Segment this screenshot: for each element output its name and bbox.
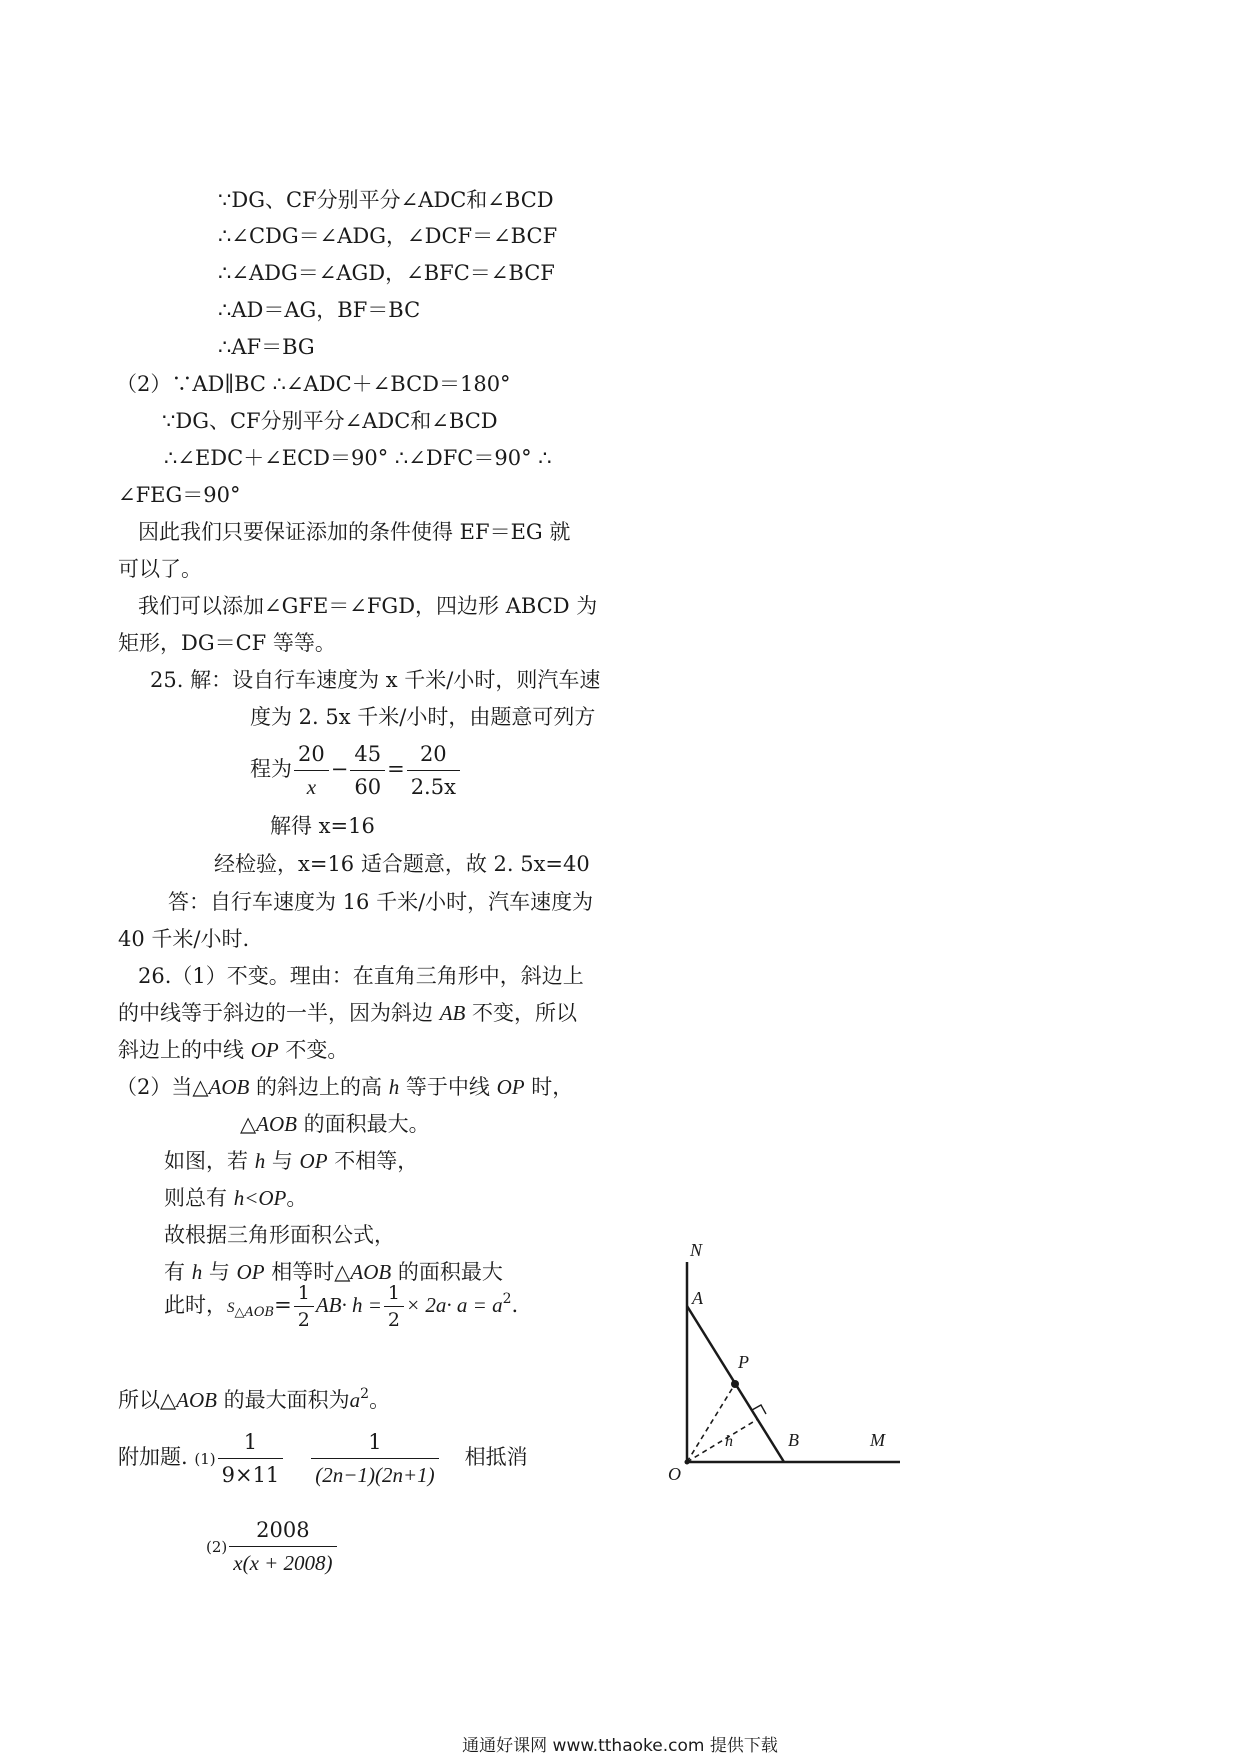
part2-line-3: ∴∠EDC＋∠ECD＝90° ∴∠DFC＝90° ∴: [164, 446, 552, 470]
part2-line-6: 可以了。: [118, 557, 202, 581]
q25-line-1: 25. 解：设自行车速度为 x 千米/小时，则汽车速: [150, 668, 601, 692]
fraction-numerator: 1: [294, 1282, 314, 1307]
text: 的面积最大: [391, 1260, 503, 1284]
math-op: OP: [299, 1149, 328, 1173]
fraction-numerator: 20: [407, 740, 460, 771]
fraction-one-half: [384, 1282, 404, 1331]
label-m: M: [870, 1430, 885, 1450]
math-aob: AOB: [350, 1260, 392, 1284]
text: 与: [265, 1149, 300, 1173]
text: 如图，若: [164, 1149, 255, 1173]
fraction-1-over-9x11: [218, 1428, 284, 1489]
q26-line-1: 26.（1）不变。理由：在直角三角形中，斜边上: [138, 964, 584, 988]
q25-line-4: 解得 x=16: [270, 814, 375, 838]
q25-line-6: 答：自行车速度为 16 千米/小时，汽车速度为: [168, 890, 594, 914]
q26-line-2: [118, 999, 577, 1027]
fraction-numerator: 20: [294, 740, 329, 771]
fraction-20-over-2.5x: [407, 740, 460, 801]
math-a: a: [349, 1388, 361, 1412]
fraction-numerator: 1: [218, 1428, 284, 1459]
text: 等于中线: [399, 1075, 497, 1099]
proof-line-4: ∴AD＝AG，BF＝BC: [218, 298, 421, 322]
text: （2）当△: [116, 1075, 209, 1099]
equals-sign: =: [387, 757, 405, 781]
label-b: B: [788, 1430, 799, 1450]
math-h: h: [191, 1260, 203, 1284]
part2-line-5: 因此我们只要保证添加的条件使得 EF＝EG 就: [138, 520, 571, 544]
text: 所以△: [118, 1388, 177, 1412]
proof-line-2: ∴∠CDG＝∠ADG，∠DCF＝∠BCF: [218, 224, 558, 248]
text: 与: [202, 1260, 237, 1284]
part-number: (1): [194, 1450, 216, 1468]
math-s: S: [227, 1300, 235, 1316]
text: 则总有: [164, 1186, 234, 1210]
extra-question-line-1: [118, 1428, 528, 1489]
fraction-denominator: 2.5x: [410, 775, 456, 799]
text: 时，: [524, 1075, 574, 1099]
fraction-denominator: x: [306, 775, 317, 799]
text: 。: [286, 1186, 308, 1210]
fraction-denominator: 9×11: [221, 1463, 280, 1487]
text: 附加题.: [118, 1445, 195, 1469]
part2-line-1: （2）∵AD∥BC ∴∠ADC＋∠BCD＝180°: [116, 372, 511, 396]
q26-area-formula: [164, 1282, 518, 1331]
math-h: h: [388, 1075, 400, 1099]
text: 的斜边上的高: [249, 1075, 389, 1099]
fraction-numerator: 1: [311, 1428, 438, 1459]
label-p: P: [738, 1352, 749, 1372]
text: 的最大面积为: [216, 1388, 350, 1412]
label-n: N: [690, 1240, 703, 1260]
math-op: OP: [496, 1075, 525, 1099]
equation-prefix: 程为: [250, 757, 292, 781]
fraction-denominator: 2: [387, 1309, 400, 1331]
equals-sign: =: [274, 1293, 292, 1317]
label-h: h: [725, 1433, 733, 1450]
part2-line-4: ∠FEG＝90°: [118, 483, 241, 507]
fraction-numerator: 45: [350, 740, 385, 771]
text: 相等时△: [264, 1260, 351, 1284]
text: 。: [369, 1388, 391, 1412]
label-o: O: [668, 1464, 681, 1484]
q26-line-8: 故根据三角形面积公式，: [164, 1223, 395, 1247]
math-text: AB· h =: [315, 1293, 382, 1317]
fraction-numerator: 2008: [229, 1516, 336, 1547]
math-aob: AOB: [256, 1112, 297, 1136]
minus-sign: −: [330, 757, 349, 781]
superscript: 2: [502, 1291, 512, 1307]
fraction-denominator: (2n−1)(2n+1): [315, 1463, 435, 1487]
page-footer: 通通好课网 www.tthaoke.com 提供下载: [462, 1736, 778, 1756]
point-o: [685, 1460, 690, 1465]
text: △: [240, 1112, 257, 1136]
part2-line-2: ∵DG、CF分别平分∠ADC和∠BCD: [162, 409, 498, 433]
q25-line-5: 经检验，x=16 适合题意，故 2. 5x=40: [214, 852, 590, 876]
fraction-denominator: 60: [354, 775, 382, 799]
q25-equation: [250, 740, 462, 801]
text: 不相等，: [327, 1149, 419, 1173]
altitude-h: [687, 1419, 758, 1462]
math-op: OP: [250, 1038, 279, 1062]
part2-line-8: 矩形，DG＝CF 等等。: [118, 631, 336, 655]
fraction-denominator: 2: [297, 1309, 310, 1331]
text: 不变，所以: [465, 1001, 578, 1025]
text: 有: [164, 1260, 192, 1284]
q26-line-5: [240, 1110, 430, 1138]
math-op: OP: [236, 1260, 265, 1284]
q25-line-7: 40 千米/小时.: [118, 927, 250, 951]
fraction-2008: [229, 1516, 336, 1577]
math-aob: AOB: [208, 1075, 250, 1099]
point-p: [731, 1380, 739, 1388]
fraction-one-half: [294, 1282, 314, 1331]
q26-line-11: [118, 1380, 390, 1414]
text: 此时，: [164, 1293, 227, 1317]
part2-line-7: 我们可以添加∠GFE＝∠FGD，四边形 ABCD 为: [138, 594, 598, 618]
math-h: h: [254, 1149, 266, 1173]
text: 的中线等于斜边的一半，因为斜边: [118, 1001, 440, 1025]
text: 的面积最大。: [296, 1112, 430, 1136]
q26-line-6: [164, 1147, 418, 1175]
fraction-denominator: x(x + 2008): [233, 1551, 333, 1575]
median-op: [687, 1384, 735, 1462]
q26-line-4: [116, 1073, 573, 1101]
math-aob: AOB: [176, 1388, 217, 1412]
text: .: [511, 1293, 519, 1317]
extra-question-line-2: [206, 1516, 339, 1577]
text: 相抵消: [464, 1445, 528, 1469]
proof-line-1: ∵DG、CF分别平分∠ADC和∠BCD: [218, 188, 554, 212]
math-ab: AB: [439, 1001, 466, 1025]
math-subscript: △AOB: [234, 1305, 275, 1320]
q25-line-2: 度为 2. 5x 千米/小时，由题意可列方: [250, 705, 596, 729]
fraction-20-over-x: [294, 740, 329, 801]
proof-line-3: ∴∠ADG＝∠AGD，∠BFC＝∠BCF: [218, 261, 555, 285]
part-number: (2): [206, 1538, 228, 1556]
proof-line-5: ∴AF＝BG: [218, 335, 315, 359]
fraction-numerator: 1: [384, 1282, 404, 1307]
superscript: 2: [360, 1386, 370, 1402]
triangle-figure: [660, 1240, 920, 1490]
label-a: A: [692, 1288, 703, 1308]
q26-line-7: [164, 1184, 307, 1212]
math-h-lt-op: h<OP: [233, 1186, 287, 1210]
text: 斜边上的中线: [118, 1038, 251, 1062]
fraction-general-term: [311, 1428, 438, 1489]
math-text: × 2a· a = a: [405, 1293, 503, 1317]
q26-line-3: [118, 1036, 348, 1064]
text: 不变。: [278, 1038, 349, 1062]
fraction-45-over-60: [350, 740, 385, 801]
